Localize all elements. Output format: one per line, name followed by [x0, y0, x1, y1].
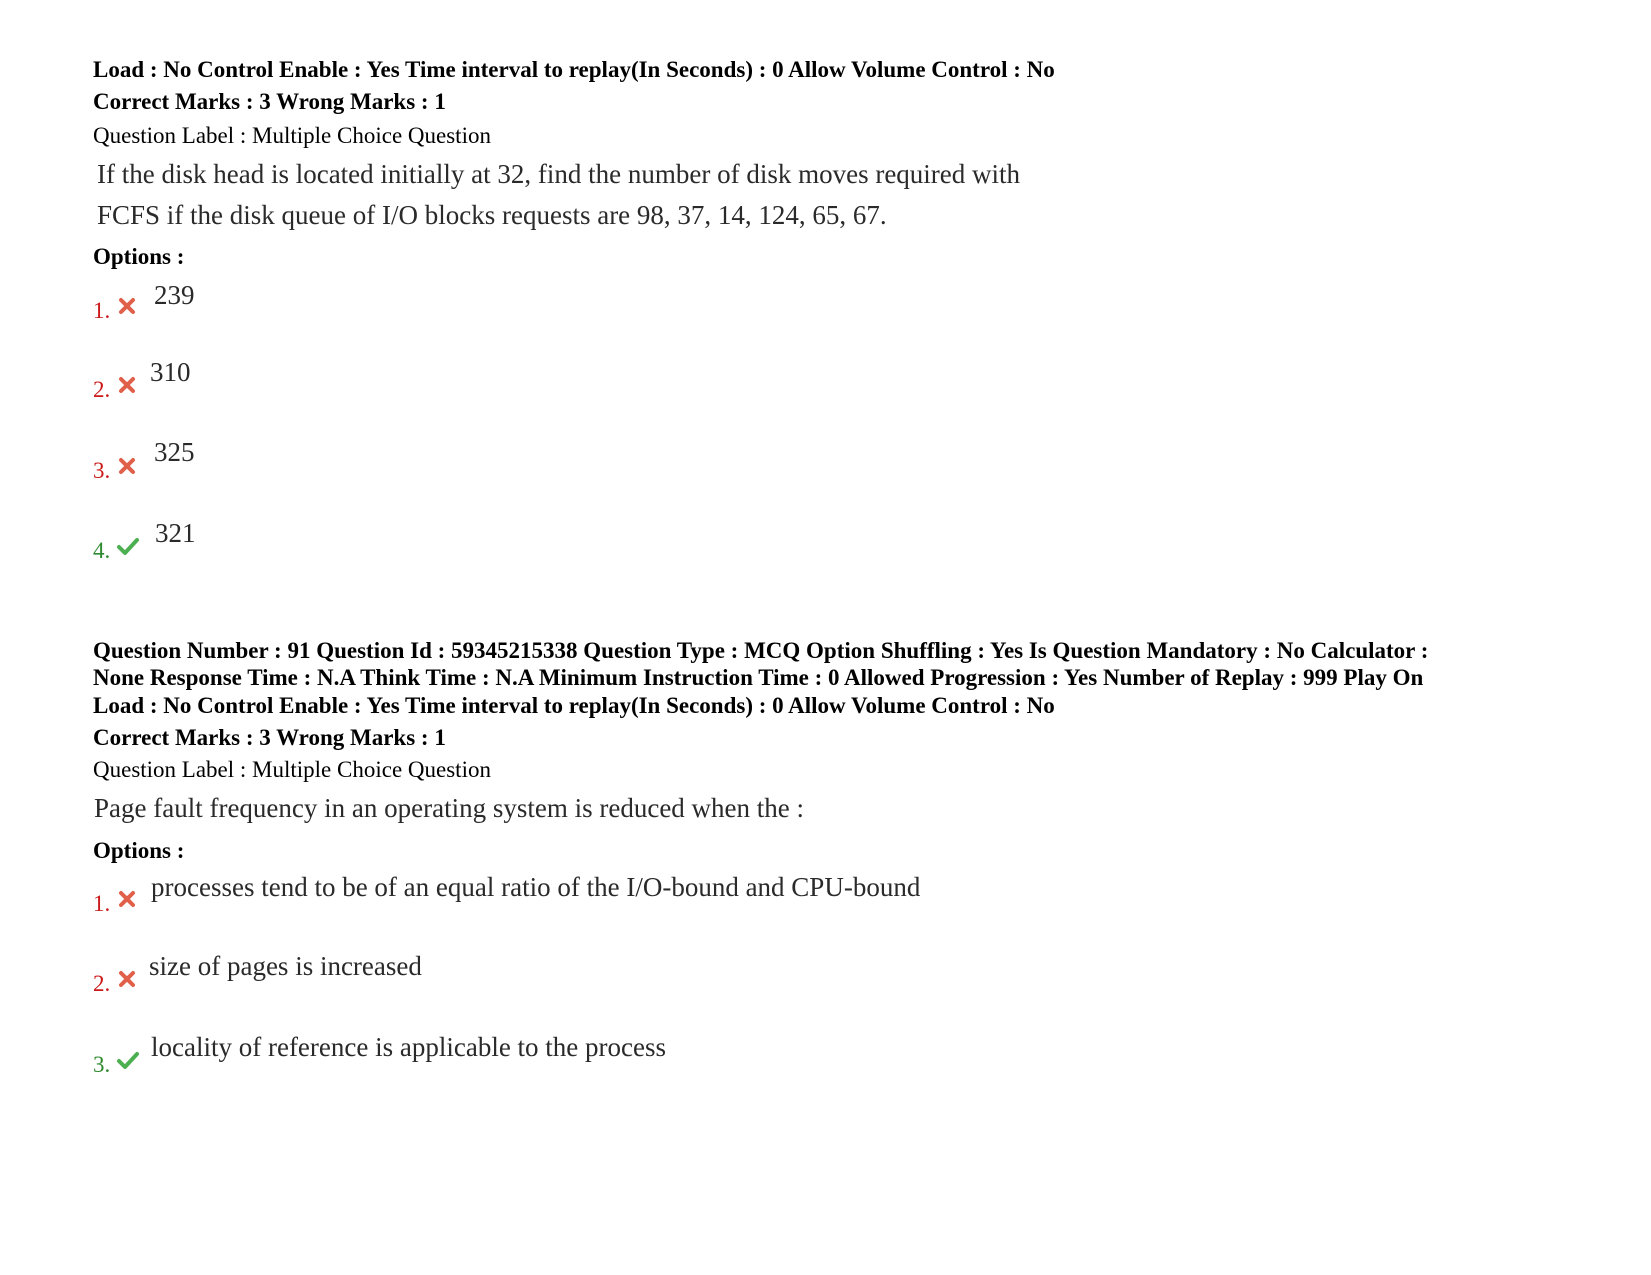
q90-text-line2: FCFS if the disk queue of I/O blocks requests are 98, 37, 14, 124, 65, 67. [97, 200, 887, 230]
cross-icon [117, 296, 137, 316]
cross-icon [117, 456, 137, 476]
q90-option-4-number: 4. [93, 538, 111, 563]
q91-option-2-number: 2. [93, 971, 111, 996]
q91-options-heading: Options : [93, 838, 185, 863]
q91-option-1-text: processes tend to be of an equal ratio of the I/O-bound and CPU-bound [151, 872, 921, 902]
check-icon [116, 1050, 140, 1070]
q90-option-2-number: 2. [93, 377, 111, 402]
q90-option-1-number: 1. [93, 298, 111, 323]
q91-option-2-text: size of pages is increased [149, 951, 422, 981]
check-icon [116, 536, 140, 556]
q91-label: Question Label : Multiple Choice Question [93, 757, 491, 782]
q90-option-3-text: 325 [154, 437, 195, 467]
q91-meta-line1: Question Number : 91 Question Id : 59345215338 Question Type : MCQ Option Shuffling : Yes Is Question Mandatory : No Calculator : [93, 638, 1429, 663]
q91-marks: Correct Marks : 3 Wrong Marks : 1 [93, 725, 446, 750]
q91-option-3-text: locality of reference is applicable to the process [151, 1032, 667, 1062]
q91-question-text: Page fault frequency in an operating system is reduced when the : [94, 793, 805, 823]
q90-text-line1: If the disk head is located initially at 32, find the number of disk moves required with [97, 159, 1021, 189]
q90-option-1-text: 239 [154, 280, 195, 310]
q90-option-4-text: 321 [155, 518, 196, 548]
q91-meta-line2: None Response Time : N.A Think Time : N.A Minimum Instruction Time : 0 Allowed Progression : Yes Number of Replay : 999 Play On [93, 665, 1424, 690]
q90-options-heading: Options : [93, 244, 185, 269]
cross-icon [117, 375, 137, 395]
cross-icon [117, 969, 137, 989]
q90-option-3-number: 3. [93, 458, 111, 483]
cross-icon [117, 889, 137, 909]
q90-marks: Correct Marks : 3 Wrong Marks : 1 [93, 89, 446, 114]
q90-label: Question Label : Multiple Choice Question [93, 123, 491, 148]
q90-meta-line: Load : No Control Enable : Yes Time interval to replay(In Seconds) : 0 Allow Volume Control : No [93, 57, 1055, 82]
q90-option-2-text: 310 [150, 357, 191, 387]
q91-meta-line3: Load : No Control Enable : Yes Time interval to replay(In Seconds) : 0 Allow Volume Control : No [93, 693, 1055, 718]
q91-option-1-number: 1. [93, 891, 111, 916]
q91-option-3-number: 3. [93, 1052, 111, 1077]
